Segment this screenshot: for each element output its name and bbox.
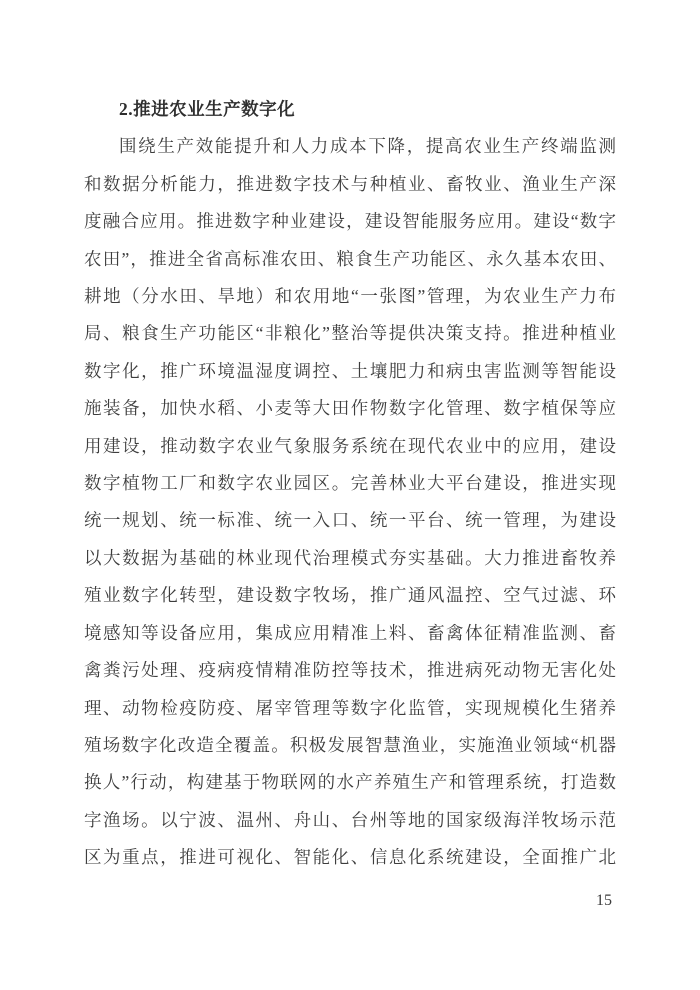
paragraph-line: 字渔场。以宁波、温州、舟山、台州等地的国家级海洋牧场示范 <box>84 809 616 830</box>
paragraph-line: 统一规划、统一标准、统一入口、统一平台、统一管理，为建设 <box>84 510 616 531</box>
paragraph-line: 农田”，推进全省高标准农田、粮食生产功能区、永久基本农田、 <box>84 248 616 269</box>
paragraph-line: 殖业数字化转型，建设数字牧场，推广通风温控、空气过滤、环 <box>84 585 616 606</box>
paragraph-line: 用建设，推动数字农业气象服务系统在现代农业中的应用，建设 <box>84 435 616 456</box>
paragraph-line: 换人”行动，构建基于物联网的水产养殖生产和管理系统，打造数 <box>84 772 616 793</box>
paragraph-line: 耕地（分水田、旱地）和农用地“一张图”管理，为农业生产力布 <box>84 286 616 307</box>
paragraph-line: 殖场数字化改造全覆盖。积极发展智慧渔业，实施渔业领域“机器 <box>84 734 616 755</box>
paragraph-line: 境感知等设备应用，集成应用精准上料、畜禽体征精准监测、畜 <box>84 622 616 643</box>
paragraph-line: 围绕生产效能提升和人力成本下降，提高农业生产终端监测 <box>119 136 616 157</box>
paragraph-line: 以大数据为基础的林业现代治理模式夯实基础。大力推进畜牧养 <box>84 547 616 568</box>
paragraph-line: 度融合应用。推进数字种业建设，建设智能服务应用。建设“数字 <box>84 211 616 232</box>
paragraph-line: 施装备，加快水稻、小麦等大田作物数字化管理、数字植保等应 <box>84 398 616 419</box>
paragraph-line: 禽粪污处理、疫病疫情精准防控等技术，推进病死动物无害化处 <box>84 660 616 681</box>
paragraph-line: 数字植物工厂和数字农业园区。完善林业大平台建设，推进实现 <box>84 473 616 494</box>
section-heading: 2.推进农业生产数字化 <box>119 99 296 119</box>
page-number: 15 <box>596 892 612 909</box>
paragraph-line: 理、动物检疫防疫、屠宰管理等数字化监管，实现规模化生猪养 <box>84 697 616 718</box>
paragraph-line: 数字化，推广环境温湿度调控、土壤肥力和病虫害监测等智能设 <box>84 360 616 381</box>
document-body <box>84 91 616 877</box>
paragraph-line: 局、粮食生产功能区“非粮化”整治等提供决策支持。推进种植业 <box>84 323 616 344</box>
paragraph-line: 区为重点，推进可视化、智能化、信息化系统建设，全面推广北 <box>84 847 616 868</box>
paragraph-line: 和数据分析能力，推进数字技术与种植业、畜牧业、渔业生产深 <box>84 173 616 194</box>
